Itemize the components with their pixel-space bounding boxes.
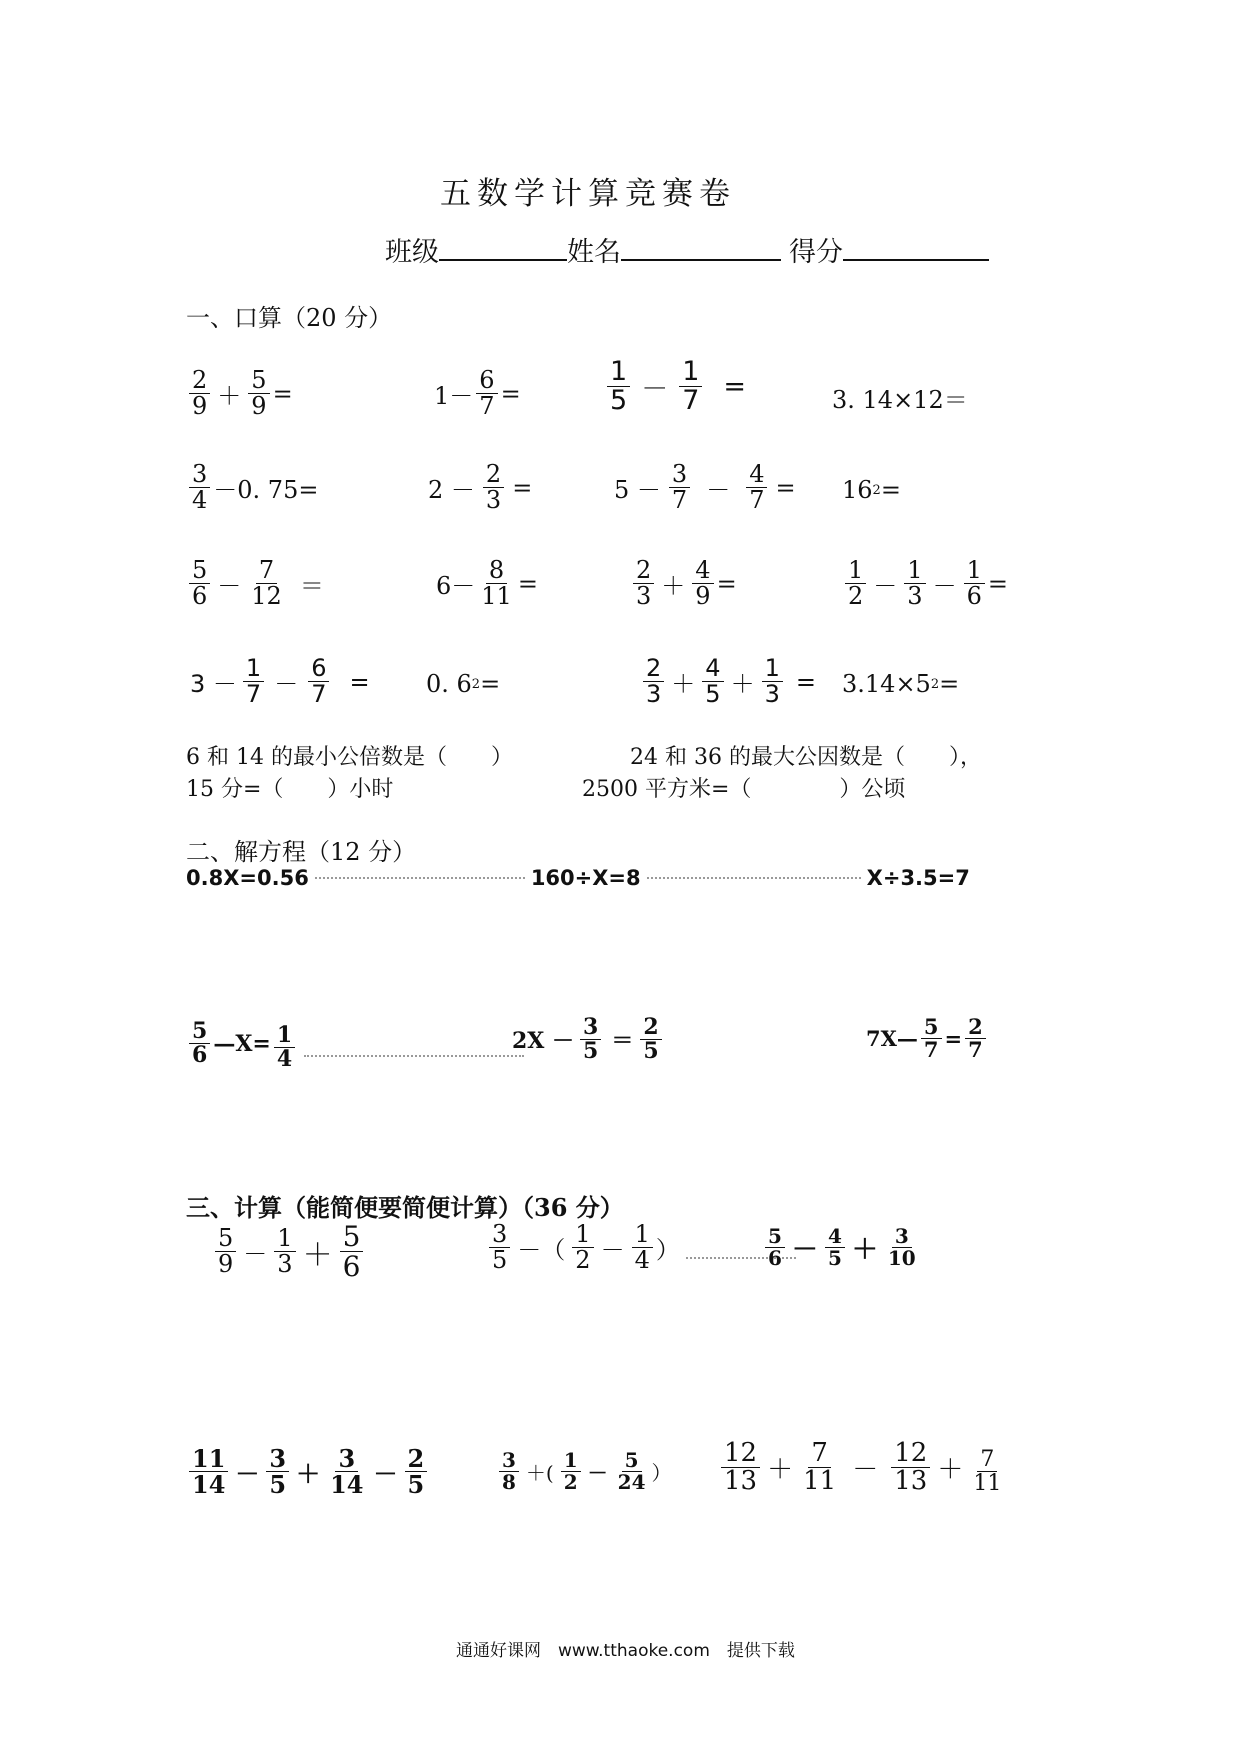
s1-r4-e1: 3 － $\frac{1}{7}$ － $\frac{6}{7}$ = <box>190 654 370 709</box>
s3-r1-e1: $\frac{5}{9}$ － $\frac{1}{3}$ ＋ $\frac{5}{6}$ <box>212 1222 366 1282</box>
section1-heading: 一、口算（20 分） <box>186 304 393 332</box>
class-blank[interactable] <box>439 233 567 261</box>
s1-r1-e2: 1－ $\frac{6}{7}$ = <box>434 366 521 421</box>
s2-r1 <box>186 866 970 890</box>
s1-r3-e4: $\frac{1}{2}$ － $\frac{1}{3}$ － $\frac{1}{6}$ = <box>842 558 1008 609</box>
fill-question-minutes: 15 分=（ ）小时 <box>186 777 394 802</box>
s1-r2-e1: $\frac{3}{4}$ －0. 75= <box>186 462 318 513</box>
fill-question-hectare: 2500 平方米=（ ）公顷 <box>582 777 906 802</box>
s2-r2-e3: 7X— $\frac{5}{7}$ = $\frac{2}{7}$ <box>866 1016 989 1061</box>
s1-r1-e1: $\frac{2}{9}$ ＋ $\frac{5}{9}$ = <box>186 368 293 419</box>
name-label: 姓名 <box>567 237 621 268</box>
s1-r4-e3: $\frac{2}{3}$ ＋ $\frac{4}{5}$ ＋ $\frac{1}{3}$ = <box>640 656 816 707</box>
page-title: 五数学计算竞赛卷 <box>440 176 736 212</box>
equation-3: X÷3.5=7 <box>866 866 970 890</box>
s2-r2-e1: $\frac{5}{6}$ —X= $\frac{1}{4}$ <box>186 1016 530 1071</box>
s1-r3-e1: $\frac{5}{6}$ － $\frac{7}{12}$ ＝ <box>186 558 324 609</box>
s1-r1-e4: 3. 14×12＝ <box>832 386 968 414</box>
score-blank[interactable] <box>843 233 989 261</box>
s3-r1-e2: $\frac{3}{5}$ －（ $\frac{1}{2}$ － $\frac{1}{4}$ ） <box>486 1222 802 1273</box>
s1-r2-e2: 2 － $\frac{2}{3}$ = <box>428 460 533 515</box>
s1-r1-e3: $\frac{1}{5}$ － $\frac{1}{7}$ = <box>604 358 746 416</box>
s1-r3-e2: 6－ $\frac{8}{11}$ = <box>436 556 538 611</box>
score-label: 得分 <box>789 237 843 268</box>
footer-text: 通通好课网 www.tthaoke.com 提供下载 <box>456 1641 795 1661</box>
section2-heading: 二、解方程（12 分） <box>186 838 417 866</box>
fill-question-gcd: 24 和 36 的最大公因数是（ ）， <box>630 745 982 770</box>
s3-r2-e3: $\frac{12}{13}$ ＋ $\frac{7}{11}$ － $\frac{12}{13}$ ＋ $\frac{7}{11}$ <box>718 1440 1007 1496</box>
s1-r4-e4: 3.14×5 2 = <box>842 670 960 698</box>
equation-1: 0.8X=0.56 <box>186 866 309 890</box>
s1-r2-e4: 16 2 = <box>842 476 901 504</box>
name-blank[interactable] <box>621 233 781 261</box>
s3-r1-e3: $\frac{5}{6}$ － $\frac{4}{5}$ ＋ $\frac{3}{10}$ <box>762 1226 922 1269</box>
fill-question-lcm: 6 和 14 的最小公倍数是（ ） <box>186 745 513 770</box>
s1-r4-e2: 0. 6 2 = <box>426 670 501 698</box>
s3-r2-e2: $\frac{3}{8}$ ＋( $\frac{1}{2}$ － $\frac{5}{24}$ ） <box>496 1450 672 1493</box>
section3-heading: 三、计算（能简便要简便计算）（36 分） <box>186 1193 624 1222</box>
s1-r3-e3: $\frac{2}{3}$ ＋ $\frac{4}{9}$ = <box>630 558 737 609</box>
class-label: 班级 <box>385 237 439 268</box>
student-info-row <box>385 230 989 269</box>
s1-r2-e3: 5 － $\frac{3}{7}$ － $\frac{4}{7}$ = <box>614 460 796 515</box>
equation-2: 160÷X=8 <box>530 866 641 890</box>
s3-r2-e1: $\frac{11}{14}$ － $\frac{3}{5}$ ＋ $\frac{3}{14}$ － $\frac{2}{5}$ <box>186 1446 430 1497</box>
s2-r2-e2: 2X － $\frac{3}{5}$ ＝ $\frac{2}{5}$ <box>512 1016 665 1063</box>
